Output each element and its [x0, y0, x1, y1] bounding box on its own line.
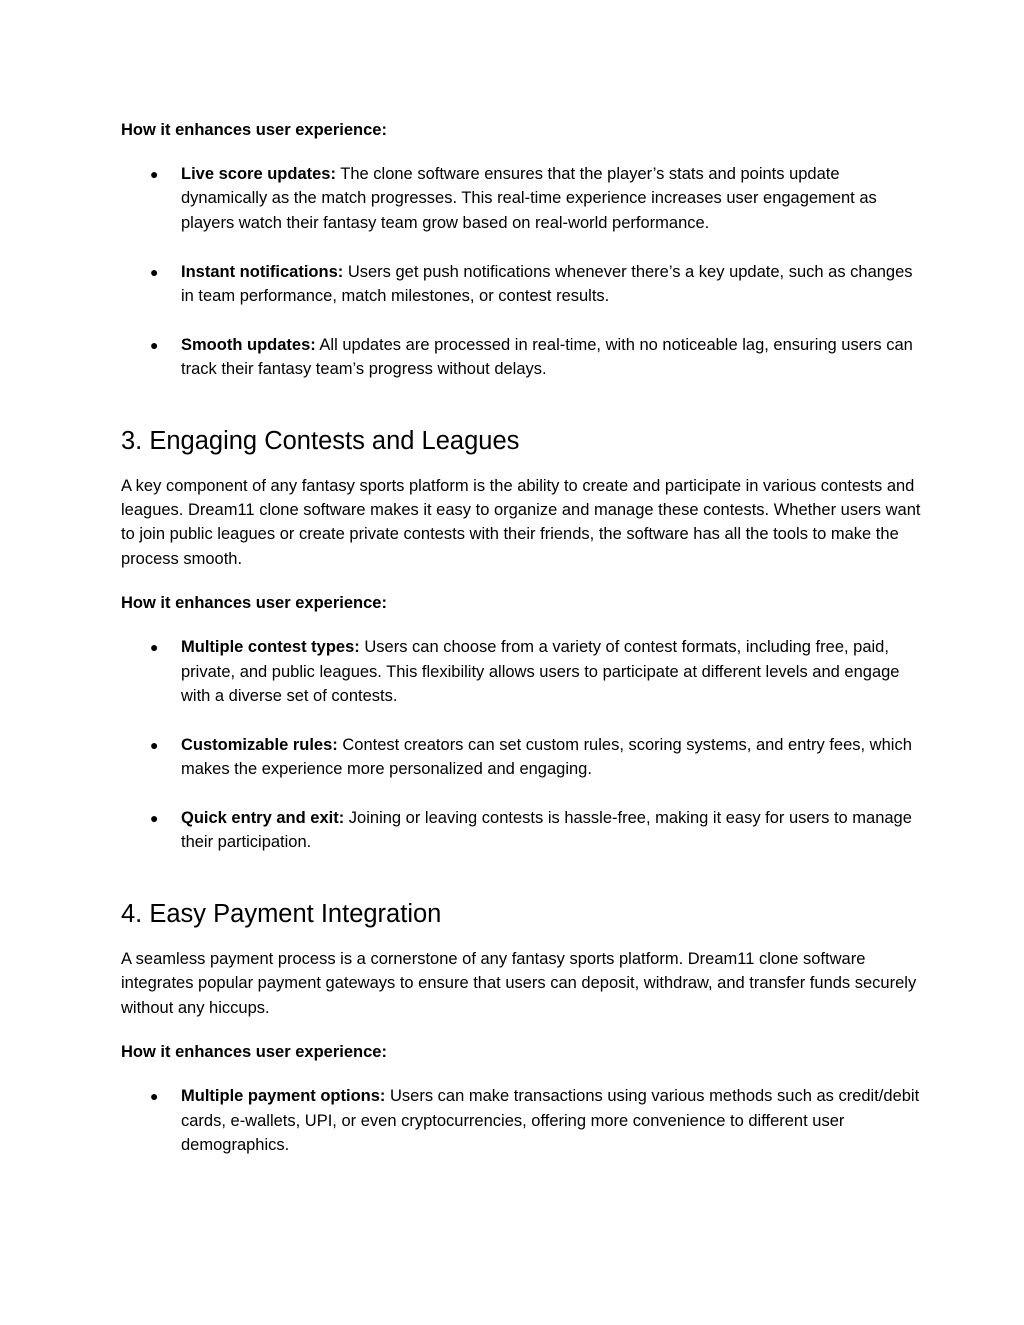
bullet-term: Customizable rules:	[181, 735, 338, 754]
list-item	[121, 1084, 921, 1157]
bullet-icon: ●	[150, 166, 159, 182]
section-heading: 3. Engaging Contests and Leagues	[121, 426, 520, 455]
bullet-text: Contest creators can set custom rules, scoring systems, and entry fees, which makes the experience more personalized and engaging.	[181, 735, 912, 779]
bullet-icon: ●	[150, 639, 159, 656]
bullet-list	[121, 162, 921, 382]
bullet-icon: ●	[150, 810, 159, 827]
bullet-text: All updates are processed in real-time, with no noticeable lag, ensuring users can track their fantasy team’s progress without delays.	[181, 335, 913, 379]
list-item	[121, 733, 921, 782]
bullet-term: Instant notifications:	[181, 262, 344, 281]
bullet-term: Multiple payment options:	[181, 1087, 386, 1106]
section-heading: 4. Easy Payment Integration	[121, 899, 442, 928]
bullet-text: Joining or leaving contests is hassle-free, making it easy for users to manage their participation.	[181, 809, 912, 852]
paragraph: A seamless payment process is a cornerstone of any fantasy sports platform. Dream11 clone software integrates popular payment gateways to ensure that users can deposit, withdraw, and transfer funds securely without any hiccups.	[121, 949, 917, 1017]
bullet-term: Smooth updates:	[181, 335, 316, 354]
document-page	[121, 118, 921, 1157]
bullet-icon: ●	[150, 263, 159, 280]
list-item	[121, 806, 921, 855]
bullet-list	[121, 1084, 921, 1157]
bullet-list	[121, 635, 921, 855]
subheading: How it enhances user experience:	[121, 1043, 387, 1062]
bullet-icon: ●	[150, 1088, 159, 1105]
bullet-text: Users get push notifications whenever there’s a key update, such as changes in team performance, match milestones, or contest results.	[181, 262, 913, 306]
paragraph: A key component of any fantasy sports platform is the ability to create and participate in various contests and leagues. Dream11 clone software makes it easy to organize and manage these contests. Whether users want to join public leagues or create private contests with their friends, the software has all the tools to make the process smooth.	[121, 476, 921, 568]
bullet-text: Users can choose from a variety of contest formats, including free, paid, private, and public leagues. This flexibility allows users to participate at different levels and engage with a diverse set of contests.	[181, 638, 900, 706]
bullet-term: Quick entry and exit:	[181, 809, 345, 828]
bullet-text: The clone software ensures that the player’s stats and points update dynamically as the match progresses. This real-time experience increases user engagement as players watch their fantasy team grow based on real-world performance.	[181, 165, 877, 232]
bullet-icon: ●	[150, 736, 159, 753]
bullet-icon: ●	[150, 336, 159, 353]
subheading: How it enhances user experience:	[121, 594, 387, 613]
list-item	[121, 333, 921, 382]
subheading: How it enhances user experience:	[121, 121, 387, 139]
list-item	[121, 260, 921, 309]
bullet-text: Users can make transactions using various methods such as credit/debit cards, e-wallets, UPI, or even cryptocurrencies, offering more convenience to different user demographics.	[181, 1087, 920, 1154]
list-item	[121, 162, 921, 235]
list-item	[121, 635, 921, 708]
bullet-term: Multiple contest types:	[181, 638, 360, 657]
bullet-term: Live score updates:	[181, 165, 336, 183]
